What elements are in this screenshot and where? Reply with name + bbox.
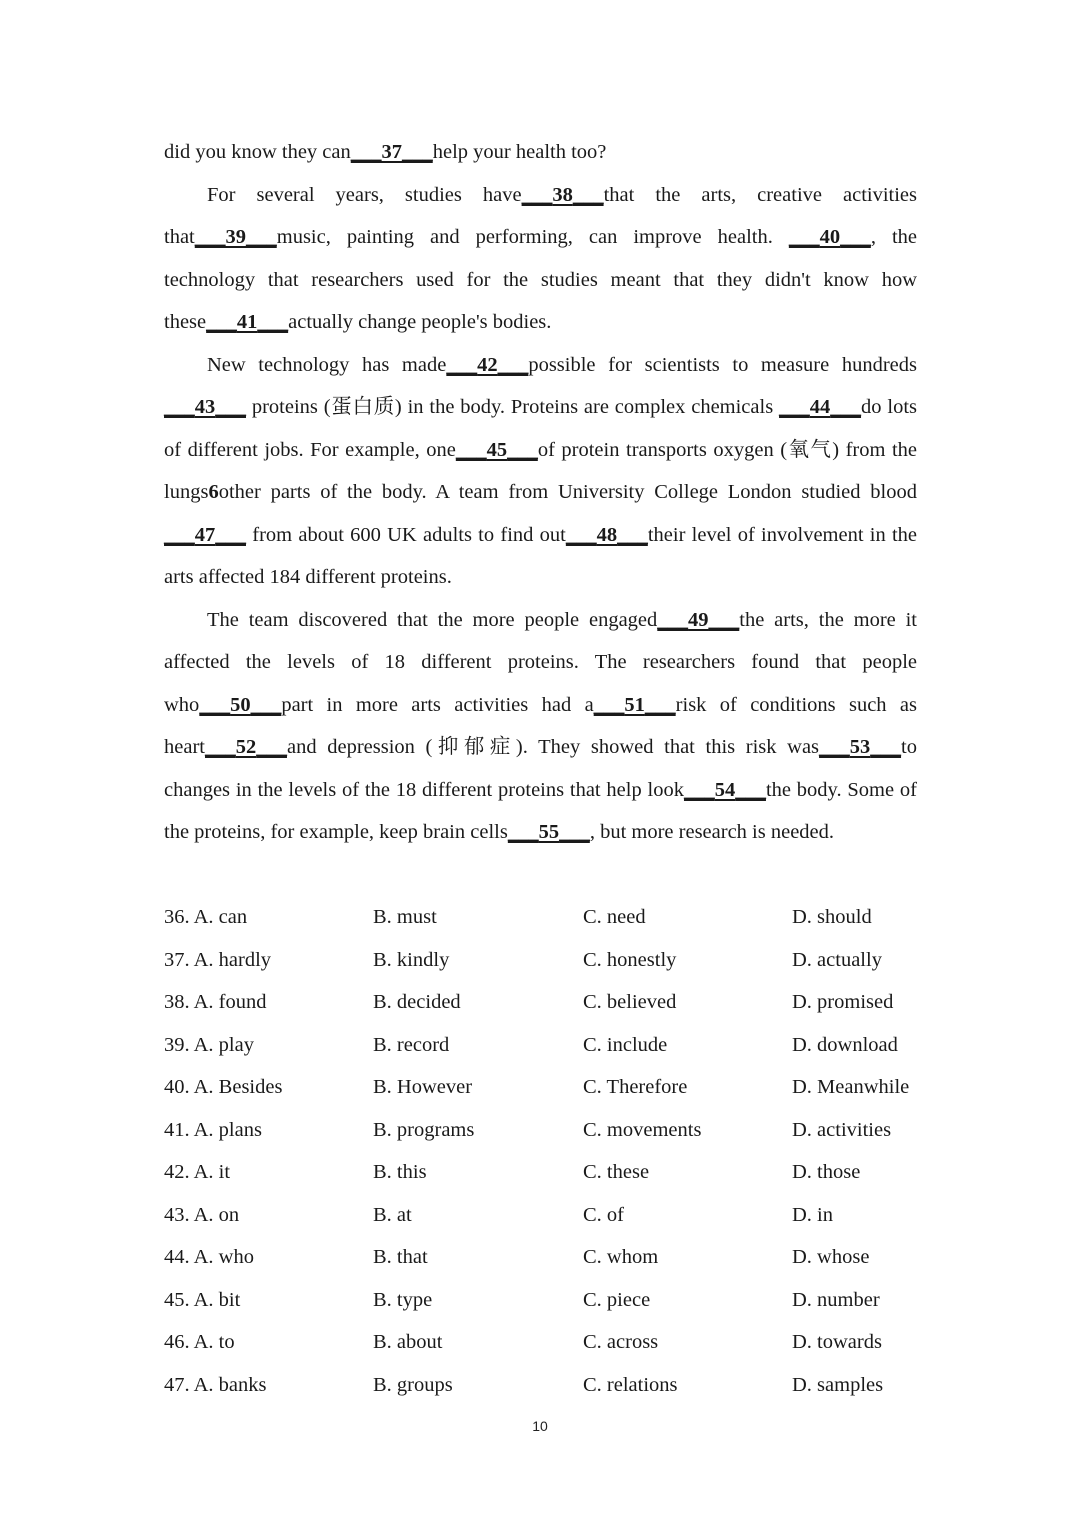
answer-options [164, 896, 924, 1406]
blank-48: ___48___ [565, 523, 648, 546]
option-a: 39. A. play [164, 1033, 254, 1056]
blank-37: ___37___ [350, 141, 433, 163]
option-c: C. Therefore [583, 1076, 688, 1098]
option-row [164, 1279, 924, 1322]
option-d: D. number [792, 1288, 880, 1311]
option-a: 40. A. Besides [164, 1076, 283, 1098]
passage-text: their level of involvement in the arts affected 184 different proteins. [164, 523, 918, 588]
passage-text: For several years, studies have [207, 183, 522, 206]
option-d: D. activities [792, 1118, 892, 1141]
blank-54: ___54___ [683, 778, 766, 801]
option-d: D. in [792, 1203, 833, 1226]
option-d: D. samples [792, 1373, 884, 1396]
option-row [164, 939, 924, 982]
option-c: C. honestly [583, 948, 677, 971]
passage-text: the body. Some of the proteins, for example, keep brain cells [164, 778, 917, 843]
option-row [164, 1236, 924, 1279]
option-b: B. type [373, 1288, 433, 1311]
option-d: D. towards [792, 1331, 882, 1353]
option-b: B. that [373, 1246, 428, 1268]
blank-40: ___40___ [788, 226, 871, 248]
option-c: C. these [583, 1161, 650, 1183]
option-d: D. Meanwhile [792, 1076, 910, 1098]
passage-text: to changes in the levels of the 18 different proteins that help look [164, 736, 917, 801]
blank-53: ___53___ [819, 736, 902, 758]
option-row [164, 1066, 924, 1109]
option-row [164, 1194, 924, 1237]
passage-paragraph-1 [164, 131, 917, 174]
option-a: 45. A. bit [164, 1288, 241, 1311]
option-a: 38. A. found [164, 991, 267, 1013]
passage-text: New technology has made [207, 353, 447, 376]
option-row [164, 896, 924, 939]
blank-51: ___51___ [593, 693, 676, 716]
option-b: B. programs [373, 1118, 475, 1141]
option-d: D. those [792, 1161, 861, 1183]
passage-text: the arts, the more it affected the levels of 18 different proteins. The researchers found that people who [164, 608, 917, 716]
passage-text: actually change people's bodies. [288, 311, 552, 333]
passage-text: from about 600 UK adults to find out [252, 523, 566, 546]
option-b: B. about [373, 1331, 443, 1353]
blank-41: ___41___ [206, 311, 289, 333]
cloze-passage [164, 131, 917, 854]
blank-45: ___45___ [455, 438, 538, 461]
blank-44: ___44___ [779, 396, 862, 418]
option-b: B. this [373, 1161, 427, 1183]
option-b: B. kindly [373, 948, 450, 971]
passage-text: proteins (蛋白质) in the body. Proteins are complex chemicals [251, 396, 774, 418]
option-b: B. However [373, 1076, 473, 1098]
option-row [164, 981, 924, 1024]
option-row [164, 1364, 924, 1407]
blank-55: ___55___ [507, 821, 590, 843]
passage-text: do lots of different jobs. For example, one [164, 396, 917, 461]
option-b: B. must [373, 906, 437, 928]
option-a: 46. A. to [164, 1331, 235, 1353]
option-row [164, 1151, 924, 1194]
option-a: 37. A. hardly [164, 948, 272, 971]
blank-38: ___38___ [521, 183, 604, 206]
option-d: D. whose [792, 1246, 870, 1268]
option-c: C. of [583, 1203, 624, 1226]
passage-paragraph-2 [164, 174, 917, 344]
option-c: C. include [583, 1033, 668, 1056]
option-a: 42. A. it [164, 1161, 231, 1183]
blank-50: ___50___ [199, 693, 282, 716]
option-d: D. should [792, 906, 872, 928]
passage-paragraph-4 [164, 599, 917, 854]
passage-text: , but more research is needed. [589, 821, 835, 843]
option-c: C. movements [583, 1118, 702, 1141]
option-b: B. at [373, 1203, 412, 1226]
option-b: B. groups [373, 1373, 453, 1396]
passage-text: help your health too? [432, 141, 607, 163]
option-a: 44. A. who [164, 1246, 254, 1268]
passage-text: risk of conditions such as heart [164, 693, 917, 758]
blank-39: ___39___ [194, 226, 277, 248]
option-row [164, 1024, 924, 1067]
passage-text: music, painting and performing, can improve health. [276, 226, 773, 248]
option-row [164, 1321, 924, 1364]
passage-text: part in more arts activities had a [281, 693, 594, 716]
option-row [164, 1109, 924, 1152]
option-c: C. need [583, 906, 646, 928]
passage-text: The team discovered that the more people engaged [207, 608, 658, 631]
option-a: 41. A. plans [164, 1118, 262, 1141]
option-c: C. across [583, 1331, 659, 1353]
page-number: 10 [532, 1418, 548, 1434]
passage-text: , the technology that researchers used for the studies meant that they didn't know how these [164, 226, 917, 333]
passage-text: other parts of the body. A team from University College London studied blood [218, 481, 917, 503]
blank-43: ___43___ [164, 396, 246, 418]
passage-text: and depression (抑郁症). They showed that this risk was [286, 736, 820, 758]
passage-text: possible for scientists to measure hundreds [528, 353, 917, 376]
blank-42: ___42___ [446, 353, 529, 376]
option-a: 36. A. can [164, 906, 248, 928]
passage-text: of protein transports oxygen (氧气) from the lungs [164, 438, 917, 503]
option-b: B. decided [373, 991, 461, 1013]
option-c: C. piece [583, 1288, 651, 1311]
blank-49: ___49___ [657, 608, 740, 631]
option-a: 43. A. on [164, 1203, 240, 1226]
option-d: D. download [792, 1033, 898, 1056]
option-b: B. record [373, 1033, 450, 1056]
option-c: C. believed [583, 991, 677, 1013]
option-a: 47. A. banks [164, 1373, 267, 1396]
option-d: D. promised [792, 991, 894, 1013]
option-c: C. relations [583, 1373, 678, 1396]
blank-46-number: 6 [208, 481, 219, 503]
passage-text: that the arts, creative activities that [164, 183, 918, 248]
blank-52: ___52___ [204, 736, 287, 758]
option-c: C. whom [583, 1246, 659, 1268]
passage-paragraph-3 [164, 344, 917, 599]
option-d: D. actually [792, 948, 882, 971]
blank-47: ___47___ [164, 523, 246, 546]
passage-text: did you know they can [164, 141, 351, 163]
